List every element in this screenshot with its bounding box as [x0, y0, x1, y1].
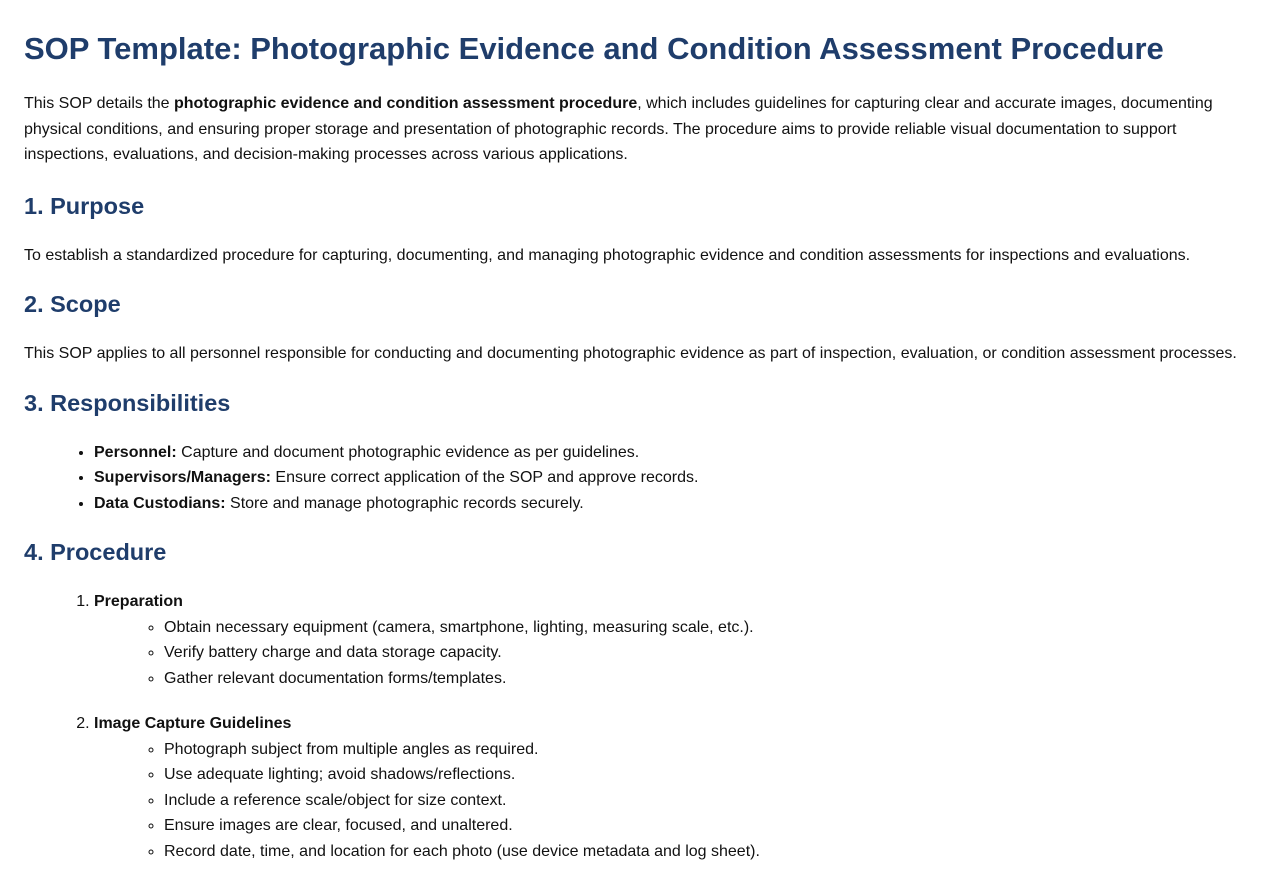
procedure-substep: ◦ Record date, time, and location for each photo (use device metadata and log sheet).: [164, 839, 1239, 865]
responsibility-text: Capture and document photographic evidence as per guidelines.: [176, 443, 640, 461]
responsibility-role: Supervisors/Managers:: [94, 469, 271, 486]
procedure-substep: ◦ Include a reference scale/object for size context.: [164, 788, 1239, 814]
procedure-step-title: Image Capture Guidelines: [94, 715, 292, 732]
page-title: SOP Template: Photographic Evidence and Condition Assessment Procedure: [24, 31, 1164, 66]
procedure-substep: ◦ Photograph subject from multiple angles as required.: [164, 737, 1239, 763]
responsibility-item: [94, 465, 1239, 491]
intro-text-end: , which includes guidelines for capturing clear and accurate images, documenting physical conditions, and ensuring proper storage and presentation of photographic records. The procedure aims to provide reliable visual documentation to support inspections, evaluations, and decision-making processes across various applications.: [24, 95, 1213, 163]
intro-text-start: This SOP details the: [24, 95, 174, 112]
scope-text: This SOP applies to all personnel responsible for conducting and documenting photographic evidence as part of inspection, evaluation, or condition assessment processes.: [24, 345, 1237, 362]
intro-bold-text: photographic evidence and condition assessment procedure: [174, 95, 638, 112]
procedure-substep: ◦ Verify battery charge and data storage capacity.: [164, 640, 1239, 666]
responsibility-text: Ensure correct application of the SOP and approve records.: [270, 469, 699, 486]
purpose-heading: 1. Purpose: [24, 192, 145, 219]
scope-heading: 2. Scope: [24, 291, 121, 317]
responsibility-role: Personnel:: [94, 443, 177, 461]
procedure-step: [94, 711, 1239, 864]
responsibilities-heading: 3. Responsibilities: [24, 389, 231, 416]
responsibility-role: Data Custodians:: [94, 494, 226, 512]
procedure-substep: ◦ Obtain necessary equipment (camera, smartphone, lighting, measuring scale, etc.).: [164, 615, 1239, 641]
procedure-substeps-list: [94, 615, 1239, 692]
procedure-substep: ◦ Gather relevant documentation forms/templates.: [164, 666, 1239, 692]
procedure-step: [94, 589, 1239, 691]
procedure-steps-list: [24, 589, 1239, 864]
procedure-substeps-list: [94, 737, 1239, 865]
procedure-substep: ◦ Ensure images are clear, focused, and unaltered.: [164, 813, 1239, 839]
responsibility-item: [94, 440, 1239, 466]
procedure-heading: 4. Procedure: [24, 539, 167, 565]
intro-paragraph: [24, 91, 1239, 168]
responsibility-text: Store and manage photographic records securely.: [225, 494, 584, 512]
procedure-step-title: Preparation: [94, 593, 183, 610]
purpose-text: To establish a standardized procedure for capturing, documenting, and managing photographic evidence and condition assessments for inspections and evaluations.: [24, 246, 1191, 264]
procedure-substep: ◦ Use adequate lighting; avoid shadows/reflections.: [164, 762, 1239, 788]
responsibility-item: [94, 491, 1239, 517]
responsibilities-list: [24, 440, 1239, 517]
